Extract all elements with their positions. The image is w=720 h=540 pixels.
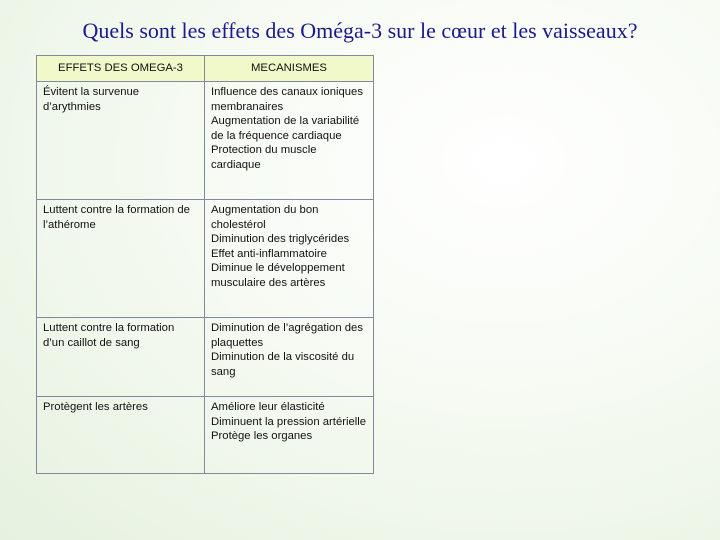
- column-header-effects: EFFETS DES OMEGA-3: [37, 56, 205, 82]
- mechanism-item: Diminution de la viscosité du sang: [211, 351, 355, 378]
- mechanism-item: Diminution des triglycérides: [211, 233, 350, 245]
- mechanism-item: Protège les organes: [211, 430, 313, 442]
- mechanism-item: Améliore leur élasticité: [211, 401, 325, 413]
- mechanism-item: Protection du muscle cardiaque: [211, 144, 317, 171]
- slide-title: Quels sont les effets des Oméga-3 sur le cœur et les vaisseaux?: [82, 18, 638, 43]
- table-row: [37, 82, 374, 200]
- effect-cell: Luttent contre la formation d’un caillot de sang: [37, 318, 205, 397]
- mechanisms-cell: [205, 397, 374, 474]
- mechanism-item: Influence des canaux ioniques membranaires: [211, 86, 363, 113]
- effect-cell: Luttent contre la formation de l’athérome: [37, 200, 205, 318]
- effects-table: [36, 55, 374, 474]
- effect-cell: Protègent les artères: [37, 397, 205, 474]
- effect-cell: Évitent la survenue d’arythmies: [37, 82, 205, 200]
- mechanism-item: Augmentation du bon cholestérol: [211, 204, 319, 231]
- mechanism-item: Augmentation de la variabilité de la fréquence cardiaque: [211, 115, 360, 142]
- mechanism-item: Effet anti-inflammatoire: [211, 247, 327, 260]
- table-header-row: [37, 56, 374, 82]
- mechanisms-cell: [205, 200, 374, 318]
- mechanisms-cell: [205, 318, 374, 397]
- mechanism-item: Diminue le développement musculaire des artères: [211, 262, 345, 289]
- mechanisms-cell: [205, 82, 374, 200]
- column-header-mechanisms: MECANISMES: [205, 56, 374, 82]
- table-row: [37, 397, 374, 474]
- mechanism-item: Diminution de l’agrégation des plaquettes: [211, 322, 363, 349]
- table-row: [37, 318, 374, 397]
- mechanism-item: Diminuent la pression artérielle: [211, 415, 367, 428]
- table-row: [37, 200, 374, 318]
